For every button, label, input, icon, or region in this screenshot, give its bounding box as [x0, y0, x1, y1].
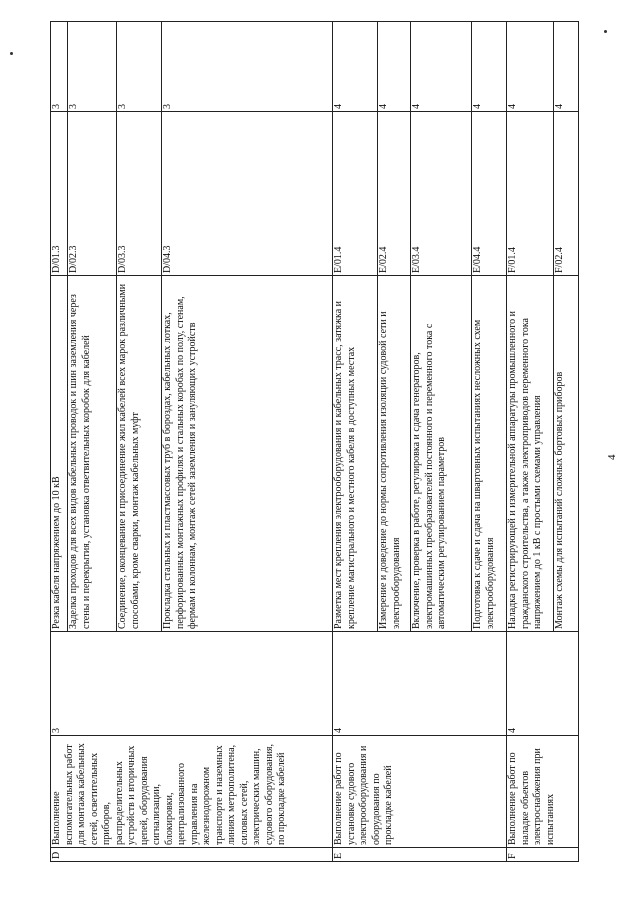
row-code: D	[51, 848, 333, 862]
row-title: Выполнение работ по наладке объектов электроснабжения при испытаниях	[507, 736, 579, 848]
items-text-cell	[51, 276, 333, 632]
item-text: Прокладка стальных и пластмассовых труб в бороздах, кабельных лотках, перфорированных монтажных профилях и стальных коробах по полу, стенам, фермам и колоннам, монтаж сетей заземления и зануляющих устройств	[161, 276, 200, 631]
item-level: 3	[51, 104, 62, 109]
item-code: D/04.3	[161, 112, 175, 275]
item-code: E/02.4	[377, 112, 410, 275]
item-code: E/04.4	[471, 112, 485, 275]
item-level: 4	[410, 22, 471, 111]
item-text: Соединение, оконцевание и присоединение жил кабелей всех марок различными способами, кроме сварки, монтаж кабельных муфт	[116, 276, 161, 631]
item-level: 4	[471, 22, 485, 111]
item-code: D/01.3	[51, 245, 62, 273]
item-code: E/01.4	[333, 246, 344, 273]
scan-dot	[10, 52, 13, 55]
item-code: D/03.3	[116, 112, 161, 275]
item-code: F/02.4	[553, 112, 567, 275]
items-text-cell	[333, 276, 507, 632]
item-level: 4	[507, 104, 518, 109]
table-row-e	[333, 22, 507, 862]
row-code: E	[333, 848, 507, 862]
items-code-cell	[507, 112, 579, 276]
item-text: Подготовка к сдаче и сдача на швартовных испытаниях несложных схем электрооборудования	[471, 276, 497, 631]
item-level: 4	[553, 22, 567, 111]
item-code: E/03.4	[410, 112, 471, 275]
row-level: 3	[51, 632, 333, 736]
item-text: Заделка проходов для всех видов кабельных проводок и шин заземления через стены и перекрытия, установка ответвительных коробок для кабелей	[67, 276, 116, 631]
qualification-table	[50, 21, 579, 862]
item-level: 3	[67, 22, 116, 111]
items-code-cell	[51, 112, 333, 276]
row-level: 4	[333, 632, 507, 736]
item-text: Монтаж схемы для испытаний сложных бортовых приборов	[553, 276, 567, 631]
page-number: 4	[606, 454, 618, 460]
item-code: F/01.4	[507, 247, 518, 273]
items-level-cell	[51, 22, 333, 112]
table-row-f	[507, 22, 579, 862]
item-text: Измерение и доведение до нормы сопротивления изоляции судовой сети и электрооборудования	[377, 276, 410, 631]
item-level: 3	[161, 22, 175, 111]
item-code: D/02.3	[67, 112, 116, 275]
row-title: Выполнение работ по установке судового электрооборудования и оборудования по прокладке кабелей	[333, 736, 507, 848]
items-text-cell	[507, 276, 579, 632]
items-level-cell	[333, 22, 507, 112]
scan-dot	[604, 30, 607, 33]
item-level: 4	[377, 22, 410, 111]
item-text: Резка кабеля напряжением до 10 кВ	[51, 476, 62, 629]
items-code-cell	[333, 112, 507, 276]
row-title: Выполнение вспомогательных работ для монтажа кабельных сетей, осветительных приборов, распределительных устройств и вторичных цепей, оборудования сигнализации, блокировки, централизованного управления на железнодорожном транспорте и наземных линиях метрополитена, силовых сетей, электрических машин, судового оборудования, по прокладке кабелей	[51, 736, 333, 848]
items-level-cell	[507, 22, 579, 112]
item-level: 3	[116, 22, 161, 111]
item-text: Разметка мест крепления электрооборудования и кабельных трасс, затяжка и крепление магистрального и местного кабеля в доступных местах	[333, 301, 357, 629]
row-level: 4	[507, 632, 579, 736]
item-text: Наладка регистрирующей и измерительной аппаратуры промышленного и гражданского строительства, а также электроприводов переменного тока напряжением до 1 кВ с простыми схемами управления	[507, 311, 543, 629]
item-level: 4	[333, 104, 344, 109]
table-row-d	[51, 22, 333, 862]
row-code: F	[507, 848, 579, 862]
item-text: Включение, проверка в работе, регулировка и сдача генераторов, электромашинных преобразователей постоянного и переменного тока с автоматическим регулированием параметров	[410, 276, 471, 631]
